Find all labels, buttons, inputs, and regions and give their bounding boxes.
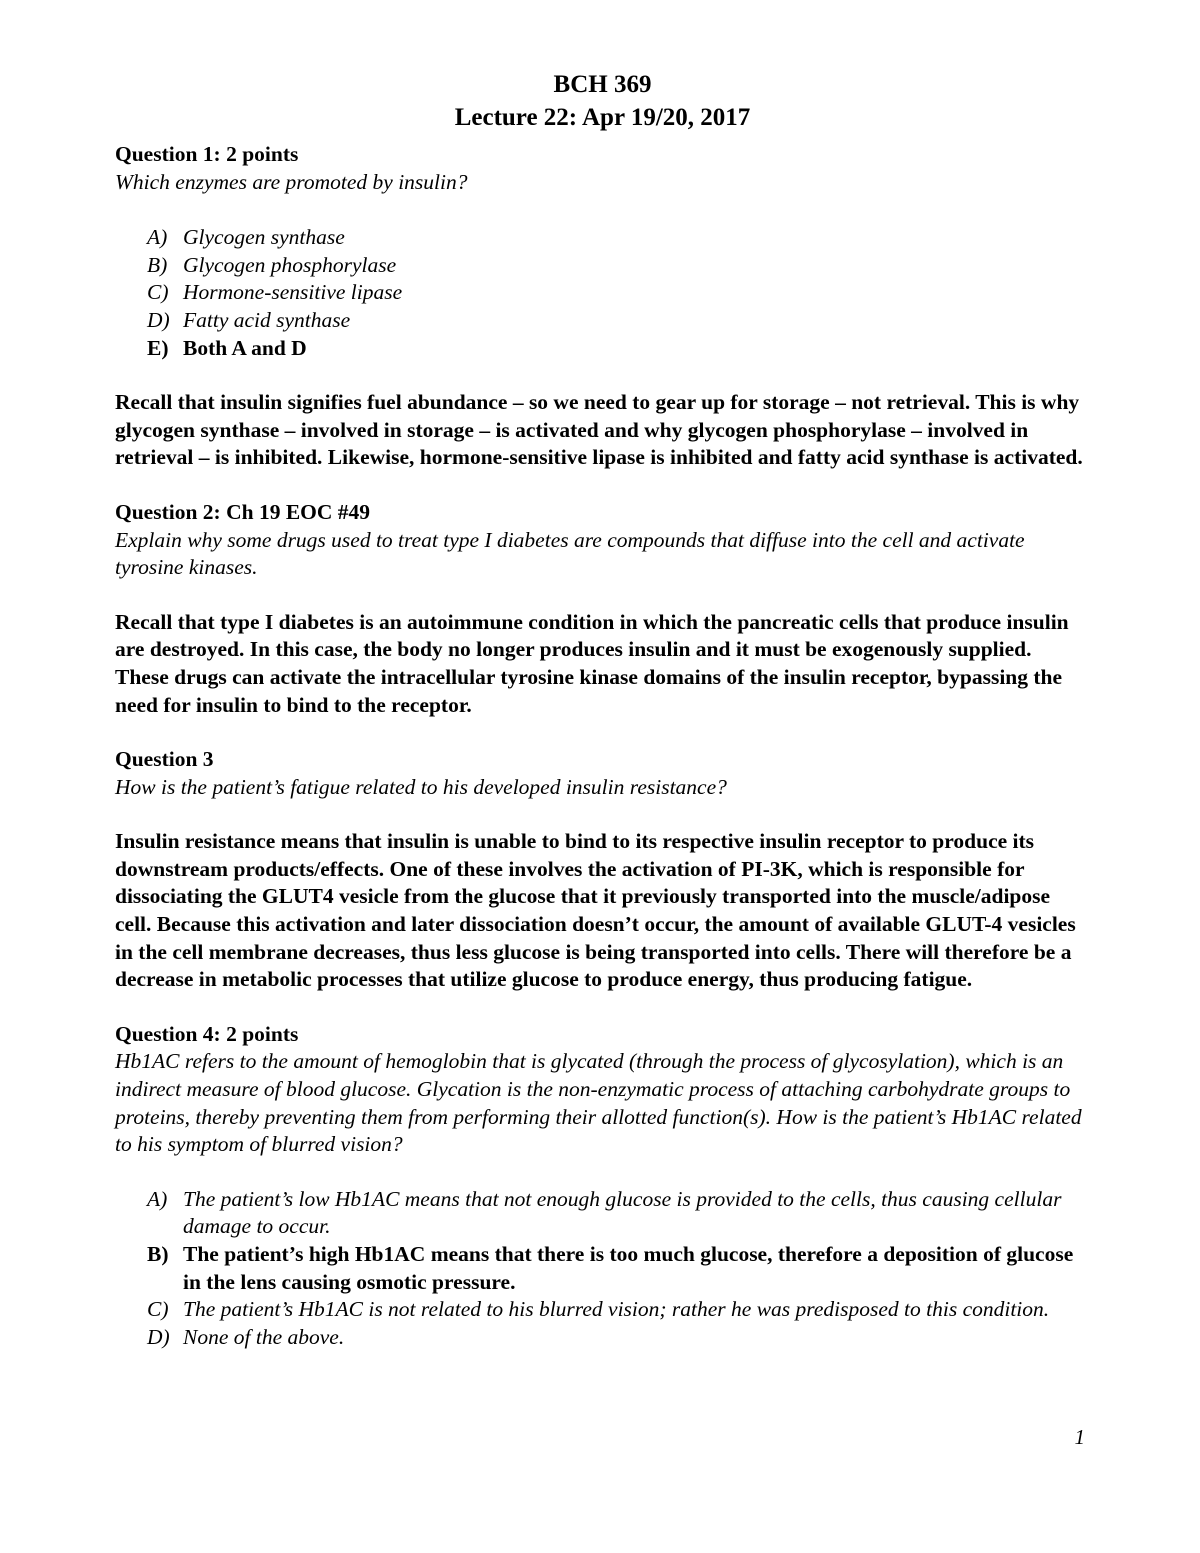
question-4-option-c [115, 1296, 1090, 1324]
option-text: Fatty acid synthase [183, 307, 351, 332]
question-2-prompt: Explain why some drugs used to treat type I diabetes are compounds that diffuse into the cell and activate tyrosine kinases. [115, 527, 1025, 580]
question-3-explanation: Insulin resistance means that insulin is unable to bind to its respective insulin receptor to produce its downstream products/effects. One of these involves the activation of PI-3K, which is responsible for dissociating the GLUT4 vesicle from the glucose that it previously transported into the muscle/adipose cell. Because this activation and later dissociation doesn’t occur, the amount of available GLUT-4 vesicles in the cell membrane decreases, thus less glucose is being transported into cells. There will therefore be a decrease in metabolic processes that utilize glucose to produce energy, thus producing fatigue. [115, 829, 1076, 992]
question-3-heading: Question 3 [115, 747, 214, 772]
option-text: Both A and D [183, 335, 307, 360]
question-1-option-d [115, 307, 1090, 335]
question-1-option-e-correct [115, 335, 1090, 363]
option-letter: D) [147, 1324, 170, 1349]
question-4-option-a [115, 1186, 1090, 1241]
option-text: Glycogen synthase [183, 225, 345, 250]
question-1-heading: Question 1: 2 points [115, 142, 299, 166]
option-text: None of the above. [183, 1324, 345, 1349]
question-1-options [115, 224, 1090, 362]
option-letter: C) [147, 280, 169, 305]
option-letter: A) [147, 1186, 168, 1211]
option-letter: D) [147, 307, 170, 332]
document-page [115, 68, 1090, 1351]
option-letter: A) [147, 225, 168, 250]
option-text: Glycogen phosphorylase [183, 252, 397, 277]
question-2-heading: Question 2: Ch 19 EOC #49 [115, 499, 371, 524]
option-text: The patient’s high Hb1AC means that there is too much glucose, therefore a deposition of glucose in the lens causing osmotic pressure. [183, 1242, 1074, 1294]
question-1-prompt: Which enzymes are promoted by insulin? [115, 169, 468, 194]
option-text: The patient’s Hb1AC is not related to his blurred vision; rather he was predisposed to this condition. [183, 1297, 1050, 1322]
question-1-option-a [115, 224, 1090, 252]
option-letter: E) [147, 335, 169, 360]
question-4-heading: Question 4: 2 points [115, 1021, 299, 1046]
question-2-explanation: Recall that type I diabetes is an autoimmune condition in which the pancreatic cells that produce insulin are destroyed. In this case, the body no longer produces insulin and it must be exogenously supplied. These drugs can activate the intracellular tyrosine kinase domains of the insulin receptor, bypassing the need for insulin to bind to the receptor. [115, 609, 1069, 717]
question-3-prompt: How is the patient’s fatigue related to his developed insulin resistance? [115, 774, 727, 799]
option-letter: B) [147, 252, 168, 277]
question-4-options [115, 1186, 1090, 1352]
option-letter: B) [147, 1242, 169, 1266]
option-letter: C) [147, 1297, 169, 1322]
course-title: BCH 369 [553, 71, 652, 98]
question-4-option-b-correct [115, 1241, 1090, 1296]
question-1-explanation: Recall that insulin signifies fuel abundance – so we need to gear up for storage – not retrieval. This is why glycogen synthase – involved in storage – is activated and why glycogen phosphorylase – involved in retrieval – is inhibited. Likewise, hormone-sensitive lipase is inhibited and fatty acid synthase is activated. [115, 390, 1083, 470]
page-number: 1 [1074, 1425, 1085, 1449]
question-1-option-c [115, 279, 1090, 307]
question-4-option-d [115, 1324, 1090, 1352]
option-text: The patient’s low Hb1AC means that not enough glucose is provided to the cells, thus causing cellular damage to occur. [183, 1186, 1062, 1239]
question-1-option-b [115, 252, 1090, 280]
option-text: Hormone-sensitive lipase [183, 280, 403, 305]
lecture-title: Lecture 22: Apr 19/20, 2017 [454, 104, 751, 131]
question-4-prompt: Hb1AC refers to the amount of hemoglobin that is glycated (through the process of glycosylation), which is an indirect measure of blood glucose. Glycation is the non-enzymatic process of attaching carbohydrate groups to proteins, thereby preventing them from performing their allotted function(s). How is the patient’s Hb1AC related to his symptom of blurred vision? [115, 1049, 1082, 1157]
